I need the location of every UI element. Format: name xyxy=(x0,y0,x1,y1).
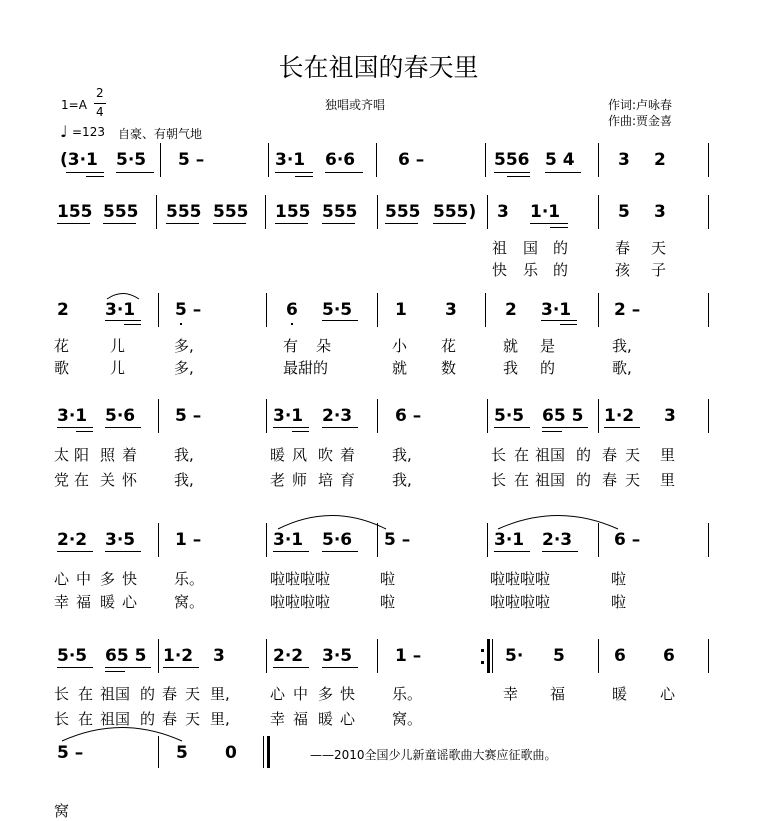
beat-underline xyxy=(295,176,313,177)
beat-underline xyxy=(213,223,246,224)
lyric: 歌, xyxy=(612,359,632,377)
note-group: 5 xyxy=(176,743,188,763)
beat-underline xyxy=(541,320,577,321)
lyric: 春 xyxy=(615,239,631,257)
lyric: 里 xyxy=(660,471,676,489)
note-group: 555 xyxy=(213,202,249,222)
note-group: 2·2 xyxy=(57,530,88,550)
barline xyxy=(598,399,599,433)
lyric: 多 xyxy=(318,685,334,703)
barline xyxy=(158,523,159,557)
repeat-barline xyxy=(492,639,493,673)
lyric: 在 xyxy=(514,446,530,464)
note-group: 2 xyxy=(654,150,666,170)
barline xyxy=(156,195,157,229)
note-group: 2 xyxy=(505,300,517,320)
barline xyxy=(598,639,599,673)
barline xyxy=(265,195,266,229)
note-group: 1 – xyxy=(175,530,202,550)
lyric: 祖国 xyxy=(535,471,566,489)
beat-underline xyxy=(166,223,199,224)
barline xyxy=(266,399,267,433)
note-group: 3 xyxy=(618,150,630,170)
lyric: 长 xyxy=(54,710,70,728)
lyric: 长 xyxy=(54,685,70,703)
beat-underline xyxy=(322,667,358,668)
note-group: (3·1 xyxy=(60,150,98,170)
lyric: 窝 xyxy=(54,802,70,820)
lyric: 的 xyxy=(576,471,592,489)
beat-underline xyxy=(494,551,530,552)
time-signature-bottom: 4 xyxy=(96,105,104,119)
lyric: 幸 xyxy=(503,685,519,703)
beat-underline xyxy=(105,320,141,321)
beat-underline xyxy=(57,551,93,552)
lyric: 啦 xyxy=(380,570,396,588)
lyric: 我 xyxy=(503,359,519,377)
beat-underline xyxy=(322,427,358,428)
note-group: 5·5 xyxy=(494,406,525,426)
barline xyxy=(266,639,267,673)
note-group: 5 xyxy=(618,202,630,222)
note-group: 0 xyxy=(225,743,237,763)
note-group: 5·5 xyxy=(57,646,88,666)
beat-underline xyxy=(507,176,530,177)
note-group: 5·5 xyxy=(322,300,353,320)
lyric: 心 xyxy=(660,685,676,703)
lyric: 啦啦啦啦 xyxy=(490,593,551,611)
note-group: 155 xyxy=(57,202,93,222)
note-group: 5 – xyxy=(384,530,411,550)
barline xyxy=(158,293,159,327)
lyric: 天 xyxy=(185,710,201,728)
barline xyxy=(266,293,267,327)
lyric: 的 xyxy=(576,446,592,464)
barline xyxy=(268,143,269,177)
lyric: 多 xyxy=(100,570,116,588)
note-group: 3·1 xyxy=(57,406,88,426)
note-group: 3·1 xyxy=(105,300,136,320)
barline xyxy=(487,523,488,557)
beat-underline xyxy=(86,176,104,177)
lyric: 着 xyxy=(122,446,138,464)
lyric: 多, xyxy=(174,359,194,377)
beat-underline xyxy=(542,431,562,432)
barline xyxy=(708,195,709,229)
note-group: 555 xyxy=(322,202,358,222)
final-barline xyxy=(267,736,270,768)
quarter-note-icon: ♩ xyxy=(60,122,68,141)
note-group: 555 xyxy=(166,202,202,222)
lyric: 心 xyxy=(270,685,286,703)
note-group: 6 xyxy=(663,646,675,666)
note-group: 3·1 xyxy=(541,300,572,320)
lyric: 阳 xyxy=(74,446,90,464)
lyric: 的 xyxy=(553,239,569,257)
beat-underline xyxy=(542,551,578,552)
slur xyxy=(496,510,620,530)
lyric: 长 xyxy=(491,446,507,464)
barline xyxy=(708,143,709,177)
lyric: 快 xyxy=(340,685,356,703)
lyric: 暖 xyxy=(612,685,628,703)
lyric: 在 xyxy=(74,471,90,489)
lyric: 福 xyxy=(550,685,566,703)
lyric: 中 xyxy=(76,570,92,588)
lyric: 关 xyxy=(100,471,116,489)
lyric: 春 xyxy=(602,471,618,489)
note-group: 1 xyxy=(395,300,407,320)
note-group: 6 – xyxy=(398,150,425,170)
beat-underline xyxy=(322,223,355,224)
slur xyxy=(276,510,388,530)
beat-underline xyxy=(545,172,581,173)
lower-octave-dot xyxy=(180,323,182,325)
note-group: 5 xyxy=(553,646,565,666)
barline xyxy=(485,143,486,177)
barline xyxy=(377,293,378,327)
lyric: 最甜的 xyxy=(283,359,329,377)
lyric: 天 xyxy=(185,685,201,703)
note-group: 6 – xyxy=(614,530,641,550)
note-group: 5 – xyxy=(57,743,84,763)
beat-underline xyxy=(292,431,309,432)
mood-marking: 自豪、有朝气地 xyxy=(118,127,203,141)
beat-underline xyxy=(560,324,577,325)
lyric: 啦啦啦啦 xyxy=(490,570,551,588)
note-group: 5· xyxy=(505,646,524,666)
lyric: 花 xyxy=(54,337,70,355)
lyric: 在 xyxy=(78,710,94,728)
lyric: 快 xyxy=(122,570,138,588)
barline xyxy=(376,143,377,177)
note-group: 5 – xyxy=(175,406,202,426)
repeat-barline xyxy=(487,639,490,673)
final-barline xyxy=(263,736,264,768)
lyric: 啦 xyxy=(611,593,627,611)
beat-underline xyxy=(57,223,90,224)
lyric: 我, xyxy=(612,337,632,355)
barline xyxy=(377,195,378,229)
lyric: 照 xyxy=(100,446,116,464)
beat-underline xyxy=(322,551,358,552)
key-signature: 1=A xyxy=(61,98,87,112)
lyric: 太 xyxy=(54,446,70,464)
lyric: 我, xyxy=(174,471,194,489)
beat-underline xyxy=(604,427,640,428)
note-group: 2·2 xyxy=(273,646,304,666)
lyric: 啦啦啦啦 xyxy=(270,570,331,588)
lyric: 我, xyxy=(392,446,412,464)
beat-underline xyxy=(433,223,466,224)
beat-underline xyxy=(494,427,530,428)
lyric: 孩 xyxy=(615,261,631,279)
lyric: 春 xyxy=(602,446,618,464)
lyric: 有 xyxy=(283,337,299,355)
note-group: 2 xyxy=(57,300,69,320)
note-group: 3 xyxy=(445,300,457,320)
beat-underline xyxy=(273,551,309,552)
lyric: 心 xyxy=(122,593,138,611)
note-group: 6 xyxy=(614,646,626,666)
lyric: 数 xyxy=(441,359,457,377)
lyric: 心 xyxy=(340,710,356,728)
beat-underline xyxy=(105,667,151,668)
lyric: 祖 xyxy=(492,239,508,257)
lyric: 我, xyxy=(392,471,412,489)
note-group: 2·3 xyxy=(322,406,353,426)
note-group: 5 – xyxy=(175,300,202,320)
barline xyxy=(158,736,159,768)
lyric: 啦 xyxy=(611,570,627,588)
lyric: 多, xyxy=(174,337,194,355)
lyric: 里, xyxy=(210,685,230,703)
note-group: 3·1 xyxy=(273,530,304,550)
lyric: 幸 xyxy=(54,593,70,611)
note-group: 1 – xyxy=(395,646,422,666)
barline xyxy=(598,293,599,327)
barline xyxy=(708,639,709,673)
beat-underline xyxy=(530,223,568,224)
note-group: 155 xyxy=(275,202,311,222)
beat-underline xyxy=(275,223,308,224)
repeat-dot xyxy=(481,661,484,664)
lyric: 啦啦啦啦 xyxy=(270,593,331,611)
note-group: 6 – xyxy=(395,406,422,426)
lyric: 窝。 xyxy=(174,593,205,611)
barline xyxy=(377,523,378,557)
lyric: 小 xyxy=(392,337,408,355)
lyric: 育 xyxy=(340,471,356,489)
note-group: 2 – xyxy=(614,300,641,320)
barline xyxy=(708,399,709,433)
note-group: 3 xyxy=(497,202,509,222)
lyric: 啦 xyxy=(380,593,396,611)
lyric: 就 xyxy=(392,359,408,377)
lyric: 天 xyxy=(625,446,641,464)
lyric: 暖 xyxy=(100,593,116,611)
beat-underline xyxy=(273,667,309,668)
note-group: 555 xyxy=(385,202,421,222)
lyric: 国 xyxy=(523,239,539,257)
lyric: 快 xyxy=(492,261,508,279)
lyric: 天 xyxy=(625,471,641,489)
lyric: 我, xyxy=(174,446,194,464)
lyric: 心 xyxy=(54,570,70,588)
lyric: 春 xyxy=(162,685,178,703)
barline xyxy=(377,639,378,673)
lyric: 春 xyxy=(162,710,178,728)
note-group: 5·5 xyxy=(116,150,147,170)
barline xyxy=(266,523,267,557)
note-group: 5 4 xyxy=(545,150,575,170)
lyric: 祖国 xyxy=(100,710,131,728)
tie xyxy=(60,722,184,742)
barline xyxy=(598,143,599,177)
beat-underline xyxy=(542,427,588,428)
lyric: 儿 xyxy=(110,359,126,377)
lyric: 福 xyxy=(76,593,92,611)
beat-underline xyxy=(57,427,93,428)
lyric: 朵 xyxy=(316,337,332,355)
lyric: 在 xyxy=(78,685,94,703)
lyric: 风 xyxy=(292,446,308,464)
footer-note: ——2010全国少儿新童谣歌曲大赛应征歌曲。 xyxy=(310,748,557,762)
beat-underline xyxy=(116,172,154,173)
barline xyxy=(158,399,159,433)
barline xyxy=(708,523,709,557)
lyric: 长 xyxy=(491,471,507,489)
lyric: 乐。 xyxy=(174,570,205,588)
lyric: 老 xyxy=(270,471,286,489)
slur xyxy=(105,290,141,300)
lyric: 乐。 xyxy=(392,685,423,703)
note-group: 3 xyxy=(654,202,666,222)
note-group: 556 xyxy=(494,150,530,170)
lyric: 窝。 xyxy=(392,710,423,728)
barline xyxy=(598,195,599,229)
note-group: 6·6 xyxy=(325,150,356,170)
lyric: 幸 xyxy=(270,710,286,728)
lyric: 里 xyxy=(660,446,676,464)
lyric: 怀 xyxy=(122,471,138,489)
beat-underline xyxy=(105,551,141,552)
note-group: 5 – xyxy=(178,150,205,170)
beat-underline xyxy=(76,431,93,432)
note-group: 5·6 xyxy=(105,406,136,426)
beat-underline xyxy=(163,667,199,668)
note-group: 5·6 xyxy=(322,530,353,550)
song-title: 长在祖国的春天里 xyxy=(278,53,479,82)
lyric: 天 xyxy=(651,239,667,257)
lyric: 暖 xyxy=(270,446,286,464)
note-group: 3·1 xyxy=(275,150,306,170)
note-group: 1·2 xyxy=(604,406,635,426)
lyric: 的 xyxy=(553,261,569,279)
beat-underline xyxy=(273,427,309,428)
beat-underline xyxy=(325,172,363,173)
barline xyxy=(158,639,159,673)
tempo-marking: =123 xyxy=(72,125,105,139)
note-group: 3 xyxy=(213,646,225,666)
note-group: 1·2 xyxy=(163,646,194,666)
lyric: 吹 xyxy=(318,446,334,464)
lyric: 师 xyxy=(292,471,308,489)
lyric: 党 xyxy=(54,471,70,489)
lyric: 子 xyxy=(651,261,667,279)
beat-underline xyxy=(275,172,313,173)
note-group: 65 5 xyxy=(542,406,584,426)
lower-octave-dot xyxy=(291,323,293,325)
performance-note: 独唱或齐唱 xyxy=(325,98,386,112)
beat-underline xyxy=(124,324,141,325)
note-group: 3·5 xyxy=(322,646,353,666)
lyric: 歌 xyxy=(54,359,70,377)
note-group: 1·1 xyxy=(530,202,561,222)
lyric: 着 xyxy=(340,446,356,464)
beat-underline xyxy=(550,227,568,228)
lyric: 乐 xyxy=(523,261,539,279)
beat-underline xyxy=(66,172,104,173)
lyric: 的 xyxy=(140,685,156,703)
lyric: 祖国 xyxy=(535,446,566,464)
note-group: 3 xyxy=(664,406,676,426)
lyric: 里, xyxy=(210,710,230,728)
beat-underline xyxy=(103,223,136,224)
lyric: 就 xyxy=(503,337,519,355)
beat-underline xyxy=(322,320,358,321)
beat-underline xyxy=(385,223,418,224)
note-group: 2·3 xyxy=(542,530,573,550)
barline xyxy=(487,195,488,229)
lyricist: 作词:卢咏春 xyxy=(608,98,673,112)
lyric: 儿 xyxy=(110,337,126,355)
time-signature-top: 2 xyxy=(96,86,104,100)
lyric: 花 xyxy=(441,337,457,355)
barline xyxy=(160,143,161,177)
lyric: 是 xyxy=(540,337,556,355)
beat-underline xyxy=(494,172,530,173)
lyric: 暖 xyxy=(318,710,334,728)
barline xyxy=(708,293,709,327)
repeat-dot xyxy=(481,649,484,652)
note-group: 3·1 xyxy=(494,530,525,550)
lyric: 在 xyxy=(514,471,530,489)
lyric: 福 xyxy=(293,710,309,728)
barline xyxy=(377,399,378,433)
note-group: 3·1 xyxy=(273,406,304,426)
barline xyxy=(598,523,599,557)
barline xyxy=(485,293,486,327)
composer: 作曲:贾金喜 xyxy=(608,114,673,128)
note-group: 555 xyxy=(103,202,139,222)
lyric: 中 xyxy=(293,685,309,703)
beat-underline xyxy=(105,427,141,428)
note-group: 65 5 xyxy=(105,646,147,666)
lyric: 祖国 xyxy=(100,685,131,703)
lyric: 的 xyxy=(540,359,556,377)
note-group: 6 xyxy=(286,300,298,320)
lyric: 培 xyxy=(318,471,334,489)
time-signature-bar xyxy=(94,103,106,104)
barline xyxy=(487,399,488,433)
lyric: 的 xyxy=(140,710,156,728)
note-group: 555) xyxy=(433,202,477,222)
note-group: 3·5 xyxy=(105,530,136,550)
beat-underline xyxy=(105,671,125,672)
beat-underline xyxy=(57,667,93,668)
